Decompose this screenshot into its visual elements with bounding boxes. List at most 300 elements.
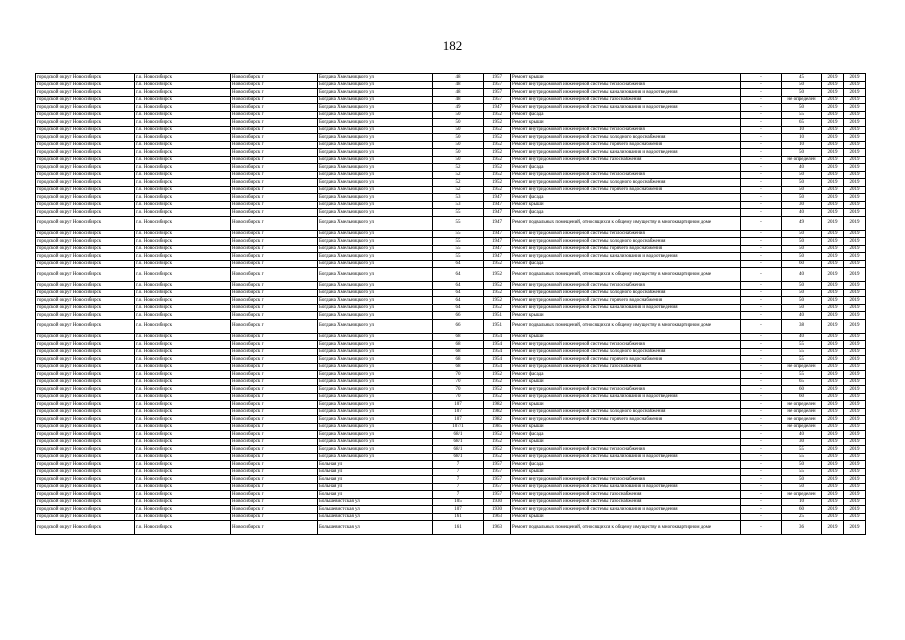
cell-district: городской округ Новосибирск	[36, 209, 135, 217]
cell-settlement: Новосибирск г	[231, 483, 318, 491]
cell-house: 52	[433, 164, 484, 172]
cell-district: городской округ Новосибирск	[36, 282, 135, 290]
cell-house: 49	[433, 104, 484, 112]
cell-house: 68	[433, 363, 484, 371]
cell-street: Богдана Хмельницкого ул	[318, 282, 433, 290]
cell-year_end: 2019	[844, 81, 866, 89]
cell-house: 48	[433, 74, 484, 82]
cell-district: городской округ Новосибирск	[36, 104, 135, 112]
cell-year_built: 1952	[484, 111, 511, 119]
cell-work: Ремонт подвальных помещений, относящихся к общему имуществу в многоквартирном доме	[511, 216, 741, 230]
cell-year_start: 2019	[822, 119, 844, 127]
table-row	[36, 149, 866, 157]
cell-district: городской округ Новосибирск	[36, 483, 135, 491]
cell-work: Ремонт внутридомовой инженерной системы холодного водоснабжения	[511, 179, 741, 187]
cell-city: г.о. Новосибирск	[135, 209, 231, 217]
cell-work: Ремонт внутридомовой инженерной системы теплоснабжения	[511, 386, 741, 394]
cell-dash: -	[741, 297, 782, 305]
cell-house: 64	[433, 304, 484, 312]
cell-street: Богдана Хмельницкого ул	[318, 156, 433, 164]
cell-city: г.о. Новосибирск	[135, 164, 231, 172]
cell-year_end: 2019	[844, 253, 866, 261]
cell-house: 68/1	[433, 438, 484, 446]
cell-dash: -	[741, 461, 782, 469]
cell-city: г.о. Новосибирск	[135, 423, 231, 431]
cell-district: городской округ Новосибирск	[36, 363, 135, 371]
cell-year_start: 2019	[822, 297, 844, 305]
cell-house: 48	[433, 81, 484, 89]
cell-cost: 50	[782, 297, 822, 305]
cell-city: г.о. Новосибирск	[135, 230, 231, 238]
cell-cost: 50	[782, 179, 822, 187]
cell-house: 7	[433, 476, 484, 484]
cell-street: Богдана Хмельницкого ул	[318, 446, 433, 454]
cell-work: Ремонт крыши	[511, 201, 741, 209]
cell-year_start: 2019	[822, 393, 844, 401]
cell-year_built: 1952	[484, 134, 511, 142]
cell-year_built: 1954	[484, 363, 511, 371]
cell-city: г.о. Новосибирск	[135, 483, 231, 491]
cell-year_start: 2019	[822, 468, 844, 476]
table-row	[36, 513, 866, 521]
table-row	[36, 506, 866, 514]
cell-settlement: Новосибирск г	[231, 141, 318, 149]
cell-dash: -	[741, 468, 782, 476]
cell-year_end: 2019	[844, 149, 866, 157]
cell-year_start: 2019	[822, 201, 844, 209]
cell-work: Ремонт внутридомовой инженерной системы холодного водоснабжения	[511, 238, 741, 246]
cell-year_built: 1952	[484, 393, 511, 401]
cell-dash: -	[741, 209, 782, 217]
cell-work: Ремонт внутридомовой инженерной системы теплоснабжения	[511, 171, 741, 179]
table-row	[36, 253, 866, 261]
cell-dash: -	[741, 282, 782, 290]
cell-year_built: 1982	[484, 401, 511, 409]
cell-cost: не определен	[782, 156, 822, 164]
cell-dash: -	[741, 216, 782, 230]
cell-street: Богдана Хмельницкого ул	[318, 297, 433, 305]
cell-year_end: 2019	[844, 513, 866, 521]
cell-year_start: 2019	[822, 363, 844, 371]
cell-city: г.о. Новосибирск	[135, 119, 231, 127]
cell-year_start: 2019	[822, 431, 844, 439]
cell-cost: 10	[782, 126, 822, 134]
cell-house: 68/1	[433, 446, 484, 454]
cell-city: г.о. Новосибирск	[135, 126, 231, 134]
cell-year_built: 1947	[484, 201, 511, 209]
cell-settlement: Новосибирск г	[231, 348, 318, 356]
cell-dash: -	[741, 141, 782, 149]
table-row	[36, 126, 866, 134]
cell-dash: -	[741, 238, 782, 246]
cell-settlement: Новосибирск г	[231, 289, 318, 297]
cell-house: 50	[433, 149, 484, 157]
cell-city: г.о. Новосибирск	[135, 498, 231, 506]
cell-district: городской округ Новосибирск	[36, 506, 135, 514]
cell-year_start: 2019	[822, 319, 844, 333]
cell-year_start: 2019	[822, 356, 844, 364]
cell-dash: -	[741, 506, 782, 514]
cell-year_start: 2019	[822, 513, 844, 521]
cell-work: Ремонт внутридомовой инженерной системы теплоснабжения	[511, 81, 741, 89]
cell-dash: -	[741, 304, 782, 312]
cell-year_end: 2019	[844, 319, 866, 333]
cell-settlement: Новосибирск г	[231, 506, 318, 514]
cell-dash: -	[741, 333, 782, 341]
cell-year_start: 2019	[822, 171, 844, 179]
cell-work: Ремонт крыши	[511, 513, 741, 521]
cell-work: Ремонт внутридомовой инженерной системы холодного водоснабжения	[511, 408, 741, 416]
cell-house: 64	[433, 282, 484, 290]
cell-city: г.о. Новосибирск	[135, 341, 231, 349]
cell-city: г.о. Новосибирск	[135, 268, 231, 282]
cell-district: городской округ Новосибирск	[36, 238, 135, 246]
cell-cost: 40	[782, 209, 822, 217]
cell-dash: -	[741, 96, 782, 104]
cell-house: 161	[433, 521, 484, 535]
cell-year_built: 1947	[484, 238, 511, 246]
cell-house: 107/1	[433, 423, 484, 431]
cell-city: г.о. Новосибирск	[135, 304, 231, 312]
cell-work: Ремонт внутридомовой инженерной системы канализования и водоотведения	[511, 304, 741, 312]
cell-work: Ремонт внутридомовой инженерной системы теплоснабжения	[511, 230, 741, 238]
cell-district: городской округ Новосибирск	[36, 431, 135, 439]
cell-city: г.о. Новосибирск	[135, 216, 231, 230]
cell-city: г.о. Новосибирск	[135, 506, 231, 514]
cell-street: Богдана Хмельницкого ул	[318, 164, 433, 172]
cell-street: Богдана Хмельницкого ул	[318, 201, 433, 209]
cell-district: городской округ Новосибирск	[36, 378, 135, 386]
cell-house: 50	[433, 141, 484, 149]
cell-year_end: 2019	[844, 341, 866, 349]
cell-dash: -	[741, 446, 782, 454]
cell-street: Богдана Хмельницкого ул	[318, 438, 433, 446]
table-row	[36, 401, 866, 409]
cell-house: 50	[433, 156, 484, 164]
table-row	[36, 408, 866, 416]
cell-dash: -	[741, 386, 782, 394]
cell-house: 64	[433, 297, 484, 305]
cell-house: 105	[433, 498, 484, 506]
cell-year_end: 2019	[844, 453, 866, 461]
cell-street: Богдана Хмельницкого ул	[318, 81, 433, 89]
cell-work: Ремонт внутридомовой инженерной системы теплоснабжения	[511, 282, 741, 290]
cell-house: 161	[433, 513, 484, 521]
cell-district: городской округ Новосибирск	[36, 186, 135, 194]
cell-city: г.о. Новосибирск	[135, 513, 231, 521]
cell-dash: -	[741, 230, 782, 238]
table-row	[36, 378, 866, 386]
cell-house: 68	[433, 356, 484, 364]
cell-year_end: 2019	[844, 393, 866, 401]
cell-work: Ремонт внутридомовой инженерной системы газоснабжения	[511, 156, 741, 164]
cell-year_built: 1957	[484, 96, 511, 104]
cell-cost: 50	[782, 104, 822, 112]
cell-city: г.о. Новосибирск	[135, 111, 231, 119]
cell-year_built: 1947	[484, 253, 511, 261]
cell-settlement: Новосибирск г	[231, 164, 318, 172]
cell-street: Богдана Хмельницкого ул	[318, 134, 433, 142]
cell-settlement: Новосибирск г	[231, 216, 318, 230]
cell-house: 68	[433, 348, 484, 356]
cell-district: городской округ Новосибирск	[36, 498, 135, 506]
cell-cost: 50	[782, 230, 822, 238]
cell-year_end: 2019	[844, 521, 866, 535]
cell-settlement: Новосибирск г	[231, 356, 318, 364]
cell-settlement: Новосибирск г	[231, 238, 318, 246]
cell-house: 52	[433, 171, 484, 179]
cell-work: Ремонт внутридомовой инженерной системы холодного водоснабжения	[511, 348, 741, 356]
cell-street: Богдана Хмельницкого ул	[318, 312, 433, 320]
cell-year_built: 1947	[484, 230, 511, 238]
table-row	[36, 96, 866, 104]
cell-cost: 50	[782, 194, 822, 202]
cell-year_start: 2019	[822, 179, 844, 187]
cell-year_end: 2019	[844, 461, 866, 469]
cell-street: Большевистская ул	[318, 521, 433, 535]
cell-year_built: 1951	[484, 312, 511, 320]
cell-city: г.о. Новосибирск	[135, 356, 231, 364]
cell-year_built: 1952	[484, 164, 511, 172]
cell-district: городской округ Новосибирск	[36, 268, 135, 282]
cell-work: Ремонт внутридомовой инженерной системы холодного водоснабжения	[511, 134, 741, 142]
cell-city: г.о. Новосибирск	[135, 438, 231, 446]
cell-year_built: 1952	[484, 386, 511, 394]
cell-year_start: 2019	[822, 483, 844, 491]
cell-year_built: 1963	[484, 521, 511, 535]
cell-settlement: Новосибирск г	[231, 341, 318, 349]
cell-year_start: 2019	[822, 156, 844, 164]
cell-work: Ремонт внутридомовой инженерной системы канализования и водоотведения	[511, 393, 741, 401]
cell-street: Богдана Хмельницкого ул	[318, 356, 433, 364]
table-row	[36, 111, 866, 119]
cell-cost: 40	[782, 268, 822, 282]
cell-settlement: Новосибирск г	[231, 333, 318, 341]
cell-house: 50	[433, 111, 484, 119]
cell-dash: -	[741, 119, 782, 127]
cell-year_start: 2019	[822, 104, 844, 112]
cell-work: Ремонт внутридомовой инженерной системы теплоснабжения	[511, 126, 741, 134]
table-row	[36, 356, 866, 364]
cell-district: городской округ Новосибирск	[36, 408, 135, 416]
cell-year_start: 2019	[822, 253, 844, 261]
cell-year_end: 2019	[844, 371, 866, 379]
cell-district: городской округ Новосибирск	[36, 194, 135, 202]
cell-year_start: 2019	[822, 164, 844, 172]
cell-year_end: 2019	[844, 378, 866, 386]
cell-work: Ремонт внутридомовой инженерной системы канализования и водоотведения	[511, 483, 741, 491]
cell-dash: -	[741, 194, 782, 202]
cell-city: г.о. Новосибирск	[135, 393, 231, 401]
cell-house: 52	[433, 186, 484, 194]
cell-work: Ремонт внутридомовой инженерной системы газоснабжения	[511, 363, 741, 371]
cell-year_start: 2019	[822, 446, 844, 454]
table-row	[36, 164, 866, 172]
cell-year_start: 2019	[822, 506, 844, 514]
cell-city: г.о. Новосибирск	[135, 141, 231, 149]
cell-year_end: 2019	[844, 194, 866, 202]
cell-street: Богдана Хмельницкого ул	[318, 253, 433, 261]
cell-district: городской округ Новосибирск	[36, 423, 135, 431]
cell-year_end: 2019	[844, 423, 866, 431]
cell-district: городской округ Новосибирск	[36, 468, 135, 476]
cell-cost: 50	[782, 89, 822, 97]
cell-street: Богдана Хмельницкого ул	[318, 289, 433, 297]
cell-district: городской округ Новосибирск	[36, 356, 135, 364]
cell-street: Богдана Хмельницкого ул	[318, 111, 433, 119]
cell-city: г.о. Новосибирск	[135, 297, 231, 305]
table-row	[36, 171, 866, 179]
cell-year_built: 1957	[484, 468, 511, 476]
cell-work: Ремонт крыши	[511, 468, 741, 476]
table-row	[36, 238, 866, 246]
cell-year_start: 2019	[822, 74, 844, 82]
table-row	[36, 521, 866, 535]
cell-dash: -	[741, 126, 782, 134]
cell-year_start: 2019	[822, 371, 844, 379]
cell-district: городской округ Новосибирск	[36, 289, 135, 297]
page-number: 182	[442, 38, 463, 53]
cell-district: городской округ Новосибирск	[36, 253, 135, 261]
table-row	[36, 431, 866, 439]
cell-cost: 55	[782, 446, 822, 454]
cell-year_built: 1954	[484, 348, 511, 356]
cell-street: Больная ул	[318, 491, 433, 499]
cell-year_end: 2019	[844, 209, 866, 217]
table-row	[36, 289, 866, 297]
cell-work: Ремонт фасада	[511, 461, 741, 469]
table-row	[36, 461, 866, 469]
cell-settlement: Новосибирск г	[231, 468, 318, 476]
table-row	[36, 438, 866, 446]
cell-district: городской округ Новосибирск	[36, 297, 135, 305]
cell-dash: -	[741, 260, 782, 268]
cell-district: городской округ Новосибирск	[36, 401, 135, 409]
cell-dash: -	[741, 289, 782, 297]
cell-cost: 49	[782, 216, 822, 230]
cell-dash: -	[741, 81, 782, 89]
cell-year_built: 1952	[484, 141, 511, 149]
cell-street: Богдана Хмельницкого ул	[318, 209, 433, 217]
cell-city: г.о. Новосибирск	[135, 408, 231, 416]
cell-year_start: 2019	[822, 348, 844, 356]
cell-street: Богдана Хмельницкого ул	[318, 386, 433, 394]
cell-year_built: 1954	[484, 341, 511, 349]
cell-year_end: 2019	[844, 446, 866, 454]
cell-district: городской округ Новосибирск	[36, 74, 135, 82]
cell-cost: 50	[782, 476, 822, 484]
cell-street: Богдана Хмельницкого ул	[318, 171, 433, 179]
cell-street: Богдана Хмельницкого ул	[318, 348, 433, 356]
cell-cost: 65	[782, 119, 822, 127]
cell-city: г.о. Новосибирск	[135, 201, 231, 209]
cell-house: 55	[433, 245, 484, 253]
cell-street: Богдана Хмельницкого ул	[318, 96, 433, 104]
cell-dash: -	[741, 513, 782, 521]
cell-district: городской округ Новосибирск	[36, 513, 135, 521]
cell-house: 70	[433, 378, 484, 386]
cell-house: 68	[433, 333, 484, 341]
cell-city: г.о. Новосибирск	[135, 74, 231, 82]
table-row	[36, 476, 866, 484]
cell-district: городской округ Новосибирск	[36, 141, 135, 149]
cell-settlement: Новосибирск г	[231, 96, 318, 104]
cell-year_start: 2019	[822, 134, 844, 142]
cell-year_end: 2019	[844, 179, 866, 187]
cell-settlement: Новосибирск г	[231, 476, 318, 484]
cell-city: г.о. Новосибирск	[135, 431, 231, 439]
cell-year_start: 2019	[822, 476, 844, 484]
cell-district: городской округ Новосибирск	[36, 156, 135, 164]
cell-settlement: Новосибирск г	[231, 297, 318, 305]
cell-year_end: 2019	[844, 119, 866, 127]
cell-city: г.о. Новосибирск	[135, 81, 231, 89]
cell-street: Богдана Хмельницкого ул	[318, 423, 433, 431]
cell-dash: -	[741, 341, 782, 349]
cell-year_end: 2019	[844, 134, 866, 142]
cell-year_end: 2019	[844, 111, 866, 119]
cell-house: 48	[433, 96, 484, 104]
cell-dash: -	[741, 483, 782, 491]
cell-year_built: 1952	[484, 156, 511, 164]
cell-cost: 38	[782, 319, 822, 333]
cell-house: 70	[433, 386, 484, 394]
cell-year_start: 2019	[822, 81, 844, 89]
table-row	[36, 348, 866, 356]
cell-house: 7	[433, 483, 484, 491]
cell-settlement: Новосибирск г	[231, 378, 318, 386]
cell-year_built: 1952	[484, 304, 511, 312]
cell-year_start: 2019	[822, 491, 844, 499]
cell-city: г.о. Новосибирск	[135, 363, 231, 371]
cell-settlement: Новосибирск г	[231, 81, 318, 89]
cell-dash: -	[741, 179, 782, 187]
cell-cost: не определен	[782, 363, 822, 371]
cell-year_start: 2019	[822, 96, 844, 104]
cell-year_start: 2019	[822, 111, 844, 119]
cell-street: Богдана Хмельницкого ул	[318, 245, 433, 253]
cell-cost: не определен	[782, 423, 822, 431]
cell-year_built: 1952	[484, 119, 511, 127]
cell-house: 50	[433, 134, 484, 142]
cell-year_start: 2019	[822, 230, 844, 238]
cell-district: городской округ Новосибирск	[36, 89, 135, 97]
cell-year_built: 1954	[484, 333, 511, 341]
cell-settlement: Новосибирск г	[231, 393, 318, 401]
cell-city: г.о. Новосибирск	[135, 476, 231, 484]
cell-settlement: Новосибирск г	[231, 119, 318, 127]
cell-year_end: 2019	[844, 476, 866, 484]
cell-work: Ремонт фасада	[511, 209, 741, 217]
cell-city: г.о. Новосибирск	[135, 491, 231, 499]
cell-settlement: Новосибирск г	[231, 416, 318, 424]
cell-dash: -	[741, 401, 782, 409]
cell-year_built: 1952	[484, 268, 511, 282]
cell-settlement: Новосибирск г	[231, 194, 318, 202]
cell-house: 68/1	[433, 453, 484, 461]
cell-year_end: 2019	[844, 431, 866, 439]
cell-year_end: 2019	[844, 401, 866, 409]
cell-work: Ремонт фасада	[511, 111, 741, 119]
cell-settlement: Новосибирск г	[231, 179, 318, 187]
cell-year_built: 1957	[484, 74, 511, 82]
cell-cost: 10	[782, 498, 822, 506]
cell-year_built: 1952	[484, 453, 511, 461]
table-row	[36, 186, 866, 194]
cell-work: Ремонт внутридомовой инженерной системы канализования и водоотведения	[511, 453, 741, 461]
cell-street: Богдана Хмельницкого ул	[318, 363, 433, 371]
cell-city: г.о. Новосибирск	[135, 401, 231, 409]
